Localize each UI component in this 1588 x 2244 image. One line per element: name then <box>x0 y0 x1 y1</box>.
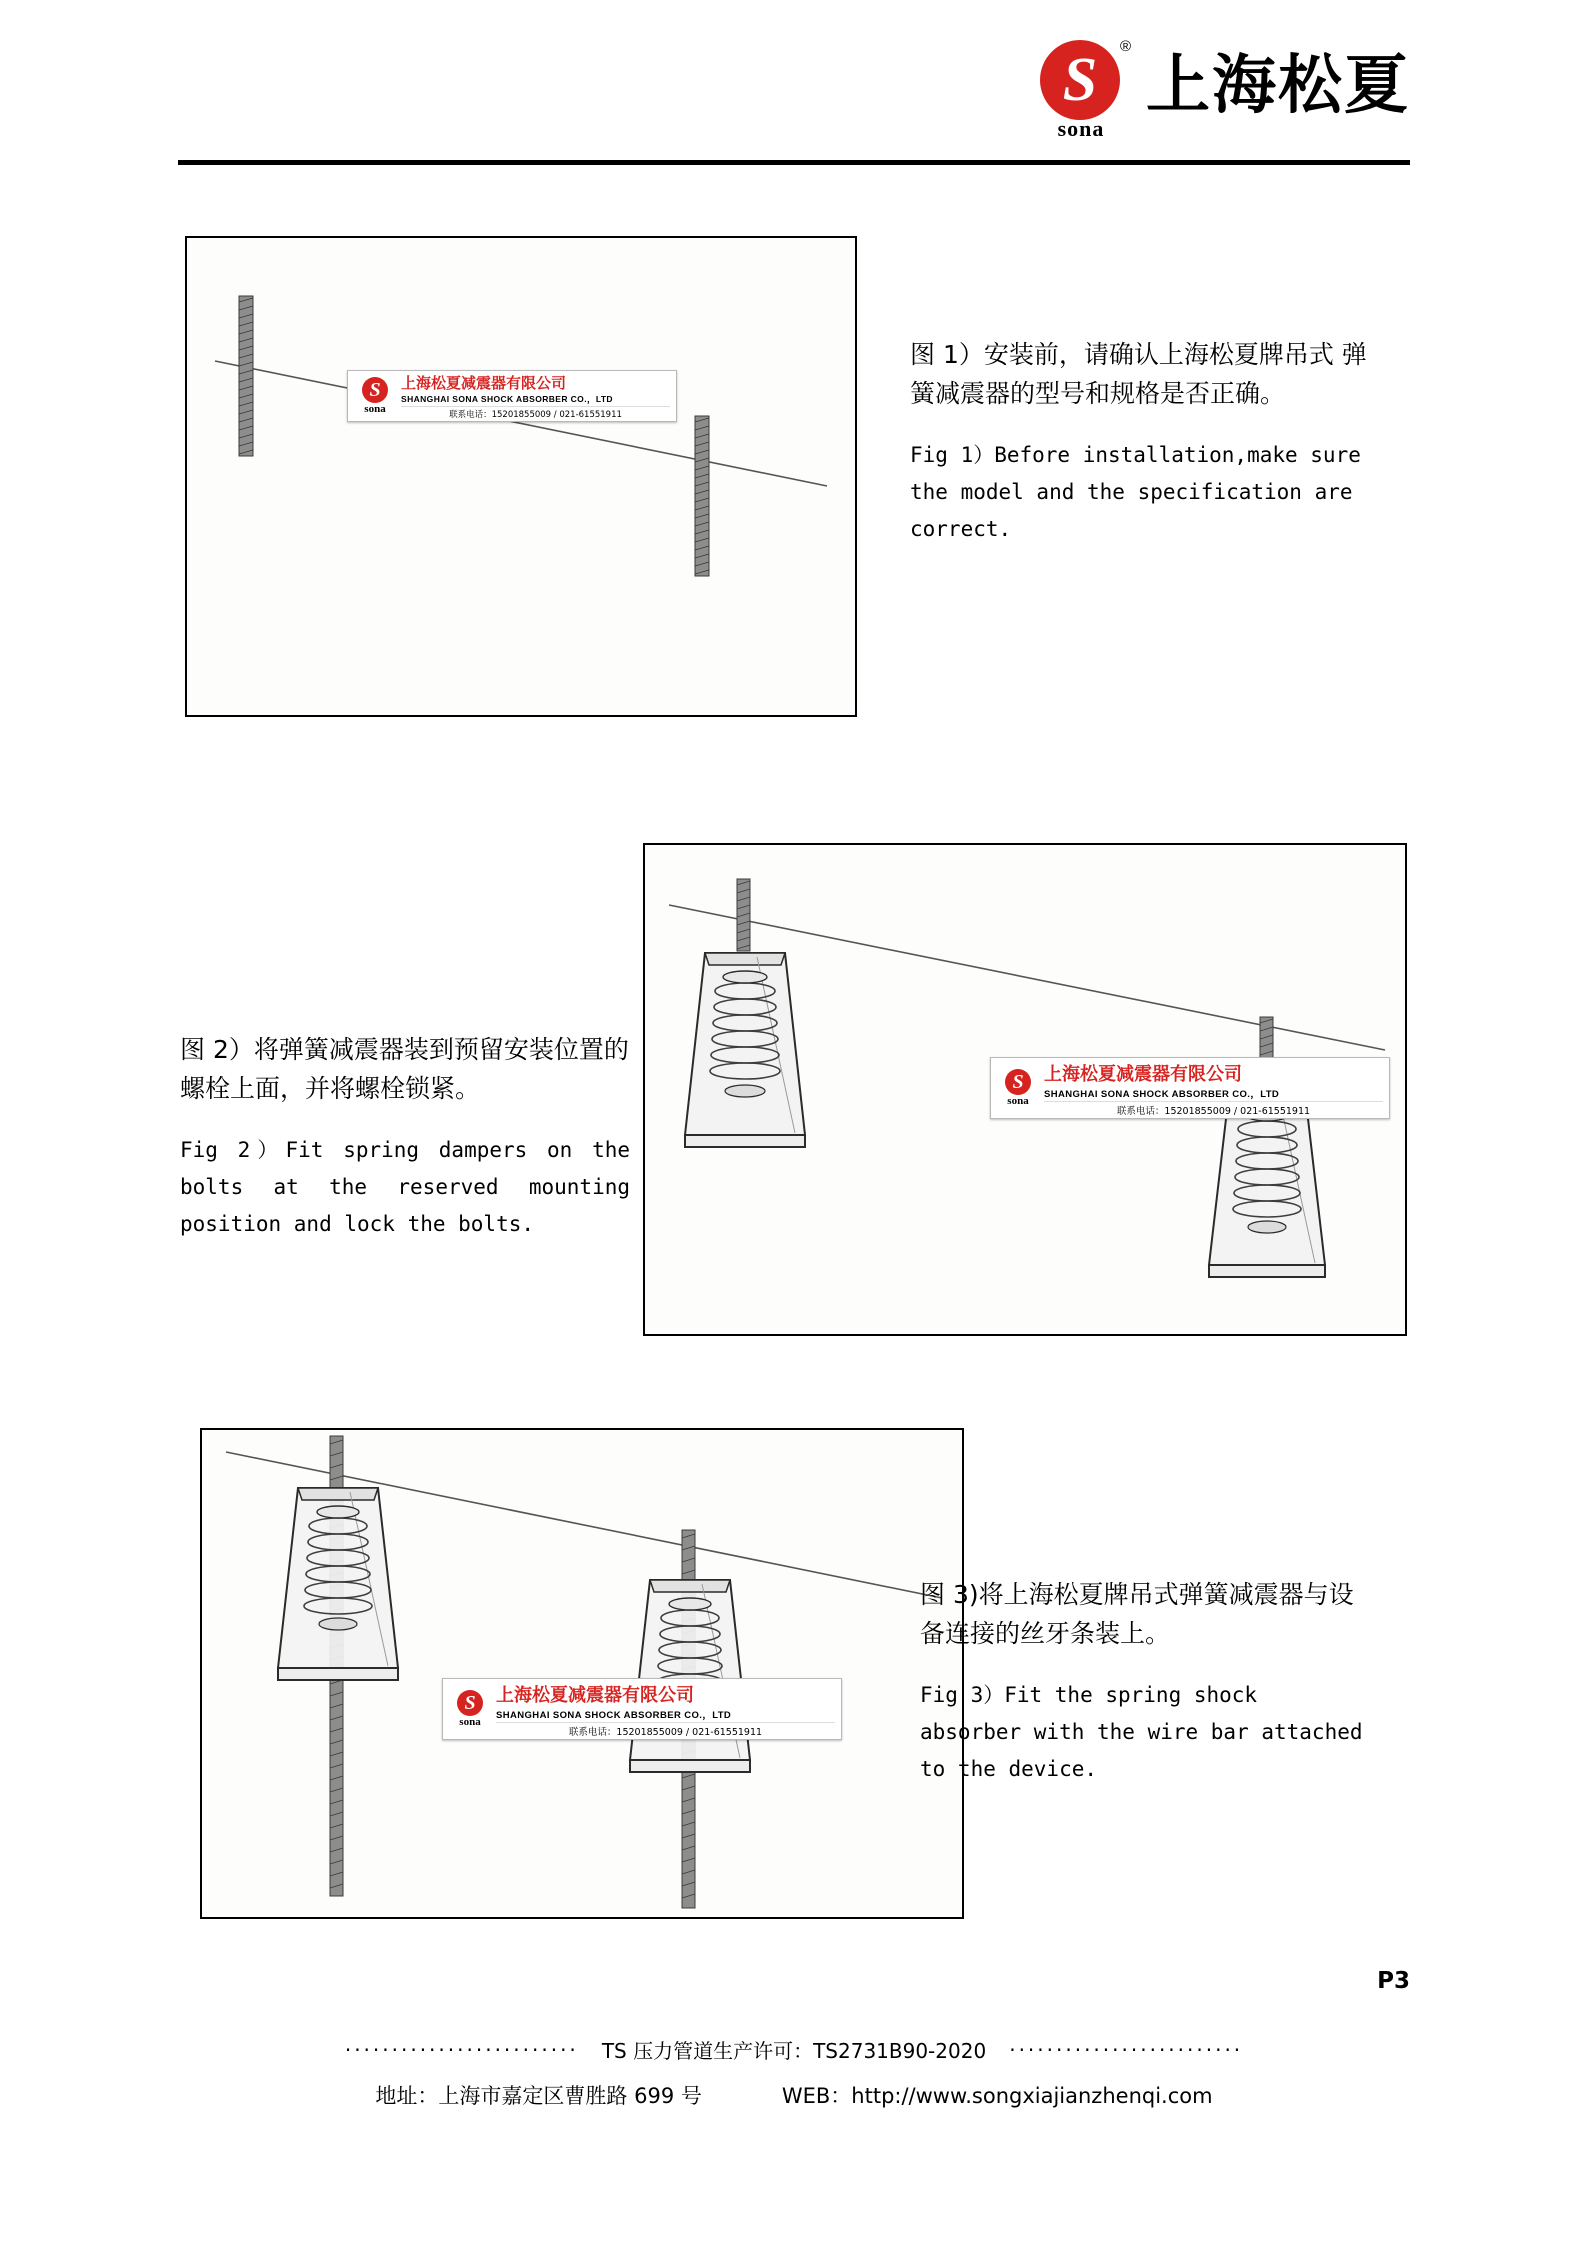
nameplate-title-cn: 上海松夏减震器有限公司 <box>401 374 567 392</box>
footer-dots-right: ························· <box>1009 2037 1244 2062</box>
figure-2-image <box>643 843 1407 1336</box>
nameplate-title-en: SHANGHAI SONA SHOCK ABSORBER CO.，LTD <box>401 394 613 404</box>
footer-contact-line <box>0 2080 1588 2110</box>
header-divider <box>178 160 1410 165</box>
nameplate-logo-letter: S <box>362 377 388 403</box>
nameplate-title-cn: 上海松夏减震器有限公司 <box>1044 1063 1242 1085</box>
footer-web: WEB：http://www.songxiajianzhenqi.com <box>781 2084 1213 2108</box>
footer-license-line <box>0 2035 1588 2064</box>
nameplate-logo-wordmark: sona <box>1007 1095 1029 1107</box>
product-nameplate <box>347 370 677 422</box>
figure-3-caption-en: Fig 3）Fit the spring shock absorber with the wire bar attached to the device. <box>920 1683 1363 1781</box>
page-header <box>0 28 1588 158</box>
figure-1-caption-en: Fig 1）Before installation,make sure the model and the specification are correct. <box>910 443 1361 541</box>
figure-1-drawing <box>187 238 855 715</box>
company-logo <box>1036 38 1410 141</box>
nameplate-title-en: SHANGHAI SONA SHOCK ABSORBER CO.，LTD <box>496 1709 732 1721</box>
nameplate-title-cn: 上海松夏减震器有限公司 <box>496 1684 694 1706</box>
figure-2-caption-cn: 图 2）将弹簧减震器装到预留安装位置的螺栓上面，并将螺栓锁紧。 <box>180 1035 629 1103</box>
figure-1-caption <box>910 335 1370 548</box>
nameplate-logo-wordmark: sona <box>364 403 386 415</box>
registered-mark: ® <box>1120 38 1132 55</box>
figure-3-drawing <box>202 1430 962 1917</box>
nameplate-tel: 联系电话：15201855009 / 021-61551911 <box>1044 1101 1383 1117</box>
footer-dots-left: ························· <box>344 2037 579 2062</box>
nameplate-text <box>401 372 670 420</box>
nameplate-tel: 联系电话：15201855009 / 021-61551911 <box>401 406 670 420</box>
figure-2-caption-en: Fig 2）Fit spring dampers on the bolts at the reserved mounting position and lock the bolts. <box>180 1138 630 1236</box>
nameplate-tel: 联系电话：15201855009 / 021-61551911 <box>496 1722 835 1738</box>
nameplate-logo-wordmark: sona <box>459 1716 481 1728</box>
figure-2-caption <box>180 1030 630 1243</box>
page-number: P3 <box>1377 1968 1410 1994</box>
nameplate-logo-icon <box>997 1069 1039 1107</box>
sona-logo-icon <box>1036 38 1132 141</box>
nameplate-logo-icon <box>354 377 396 415</box>
figure-3-caption <box>920 1575 1370 1788</box>
nameplate-text <box>496 1681 835 1738</box>
nameplate-logo-icon <box>449 1690 491 1728</box>
footer-license: TS 压力管道生产许可：TS2731B90-2020 <box>601 2039 987 2063</box>
product-nameplate <box>990 1057 1390 1119</box>
product-nameplate <box>442 1678 842 1740</box>
nameplate-logo-letter: S <box>1005 1069 1031 1095</box>
figure-1-caption-cn: 图 1）安装前，请确认上海松夏牌吊式 弹簧减震器的型号和规格是否正确。 <box>910 340 1367 408</box>
nameplate-text <box>1044 1060 1383 1117</box>
logo-wordmark: sona <box>1057 116 1105 141</box>
figure-1-image <box>185 236 857 717</box>
nameplate-title-en: SHANGHAI SONA SHOCK ABSORBER CO.，LTD <box>1044 1088 1280 1100</box>
page-footer <box>0 2035 1588 2110</box>
nameplate-logo-letter: S <box>457 1690 483 1716</box>
footer-address: 地址：上海市嘉定区曹胜路 699 号 <box>375 2084 702 2108</box>
logo-letter: S <box>1062 46 1098 114</box>
figure-3-caption-cn: 图 3)将上海松夏牌吊式弹簧减震器与设备连接的丝牙条装上。 <box>920 1580 1354 1648</box>
company-name-cn: 上海松夏 <box>1146 49 1410 123</box>
figure-3-image <box>200 1428 964 1919</box>
